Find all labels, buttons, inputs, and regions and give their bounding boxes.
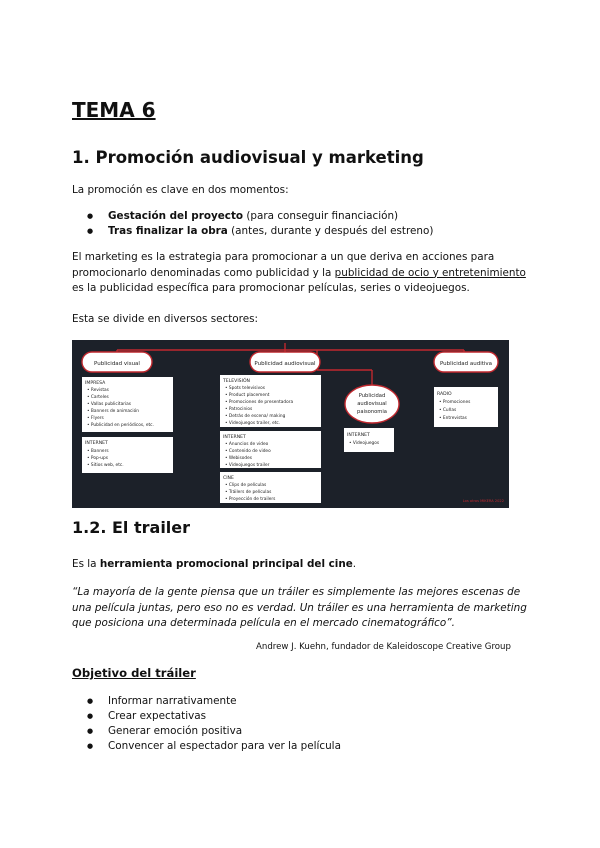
svg-text:audiovisual: audiovisual <box>357 401 387 407</box>
marketing-paragraph: El marketing es la estrategia para promocionar a un que deriva en acciones para promocionarlo denominadas como publicidad y la publicidad de ocio y entretenimiento es la publicidad específica para promocionar películas, series o videojuegos. <box>72 251 526 294</box>
svg-text:• Banners de animación: • Banners de animación <box>87 409 139 414</box>
audiovisual-television-box <box>220 375 321 427</box>
promotion-moments-list <box>72 209 433 239</box>
svg-text:INTERNET: INTERNET <box>85 441 108 446</box>
list-item: ● Crear expectativas <box>72 709 341 724</box>
svg-text:• Banners: • Banners <box>87 449 109 454</box>
svg-text:• Webisodes: • Webisodes <box>225 456 252 461</box>
list-item: ● Convencer al espectador para ver la película <box>72 739 341 754</box>
svg-text:Publicidad: Publicidad <box>358 393 386 399</box>
list-item: ● Informar narrativamente <box>72 694 341 709</box>
svg-text:• Clips de películas: • Clips de películas <box>225 483 267 488</box>
svg-text:• Sitios web, etc.: • Sitios web, etc. <box>87 463 124 468</box>
sectors-intro: Esta se divide en diversos sectores: <box>72 313 259 325</box>
audiovisual-cine-box <box>220 472 321 503</box>
svg-text:• Product placement: • Product placement <box>225 393 270 398</box>
list-item: ● Gestación del proyecto (para conseguir financiación) <box>72 209 433 224</box>
section-heading-promocion: 1. Promoción audiovisual y marketing <box>72 148 424 167</box>
svg-text:• Videojuegos trailer: • Videojuegos trailer <box>225 463 270 468</box>
list-item: ● Generar emoción positiva <box>72 724 341 739</box>
svg-text:Publicidad visual: Publicidad visual <box>94 361 140 367</box>
list-item: ● Tras finalizar la obra (antes, durante y después del estreno) <box>72 224 433 239</box>
quote-author: Andrew J. Kuehn, fundador de Kaleidoscope Creative Group <box>256 642 511 652</box>
svg-text:• Entrevistas: • Entrevistas <box>439 416 467 421</box>
svg-text:• Publicidad en periódicos, et: • Publicidad en periódicos, etc. <box>87 423 154 428</box>
intro-paragraph: La promoción es clave en dos momentos: <box>72 184 289 196</box>
svg-text:• Proyección de trailers: • Proyección de trailers <box>225 497 276 502</box>
node-publicidad-visual <box>82 352 152 372</box>
svg-text:• Detrás de escena/ making: • Detrás de escena/ making <box>225 414 286 419</box>
trailer-quote: “La mayoría de la gente piensa que un tráiler es simplemente las mejores escenas de una película juntas, pero eso no es verdad. Un tráiler es una herramienta de marketing que posiciona una determinada película en el mercado cinematográfico”. <box>72 586 527 629</box>
svg-text:• Spots televisivos: • Spots televisivos <box>225 386 266 391</box>
svg-text:• Promociones de presentadora: • Promociones de presentadora <box>225 400 294 405</box>
section-heading-trailer: 1.2. El trailer <box>72 518 191 537</box>
objetivo-heading: Objetivo del tráiler <box>72 666 196 680</box>
page-title: TEMA 6 <box>72 98 156 122</box>
svg-text:• Flyers: • Flyers <box>87 416 104 421</box>
svg-text:INTERNET: INTERNET <box>223 435 246 440</box>
svg-text:• Anuncios de video: • Anuncios de video <box>225 442 269 447</box>
auditiva-radio-box <box>434 387 498 427</box>
node-publicidad-auditiva <box>434 352 498 372</box>
svg-text:Publicidad auditiva: Publicidad auditiva <box>439 361 493 367</box>
diagram-credit: Los otros MIKERA 2022 <box>462 499 504 503</box>
svg-text:RADIO: RADIO <box>437 392 452 397</box>
node-publicidad-paisonomia <box>345 385 399 423</box>
node-publicidad-audiovisual <box>250 352 320 372</box>
svg-text:TELEVISIÓN: TELEVISIÓN <box>223 379 250 384</box>
svg-text:• Patrocinios: • Patrocinios <box>225 407 253 412</box>
svg-text:• Carteles: • Carteles <box>87 395 109 400</box>
svg-text:CINE: CINE <box>223 476 234 481</box>
svg-text:• Pop-ups: • Pop-ups <box>87 456 108 461</box>
svg-text:• Tráilers de películas: • Tráilers de películas <box>225 490 272 495</box>
svg-text:INTERNET: INTERNET <box>347 433 370 438</box>
svg-text:IMPRESA: IMPRESA <box>85 381 106 386</box>
svg-text:• Videojuegos trailer, etc.: • Videojuegos trailer, etc. <box>225 421 281 426</box>
svg-text:• Cuñas: • Cuñas <box>439 408 457 413</box>
visual-internet-box <box>82 437 173 473</box>
svg-text:• Promociones: • Promociones <box>439 400 471 405</box>
trailer-definition: Es la herramienta promocional principal del cine. <box>72 558 357 570</box>
svg-text:• Contenido de video: • Contenido de video <box>225 449 271 454</box>
paisonomia-internet-box <box>344 428 394 452</box>
svg-text:• Vallas publicitarias: • Vallas publicitarias <box>87 402 132 407</box>
svg-text:• Revistas: • Revistas <box>87 388 109 393</box>
svg-text:• Videojuegos: • Videojuegos <box>349 441 380 446</box>
audiovisual-internet-box <box>220 431 321 468</box>
publicidad-ocio-link[interactable]: publicidad de ocio y entretenimiento <box>334 266 526 279</box>
svg-text:paisonomia: paisonomia <box>357 409 387 415</box>
objetivo-list <box>72 694 341 754</box>
svg-text:Publicidad audiovisual: Publicidad audiovisual <box>254 361 316 367</box>
visual-impresa-box <box>82 377 173 432</box>
advertising-sectors-diagram <box>72 340 509 508</box>
